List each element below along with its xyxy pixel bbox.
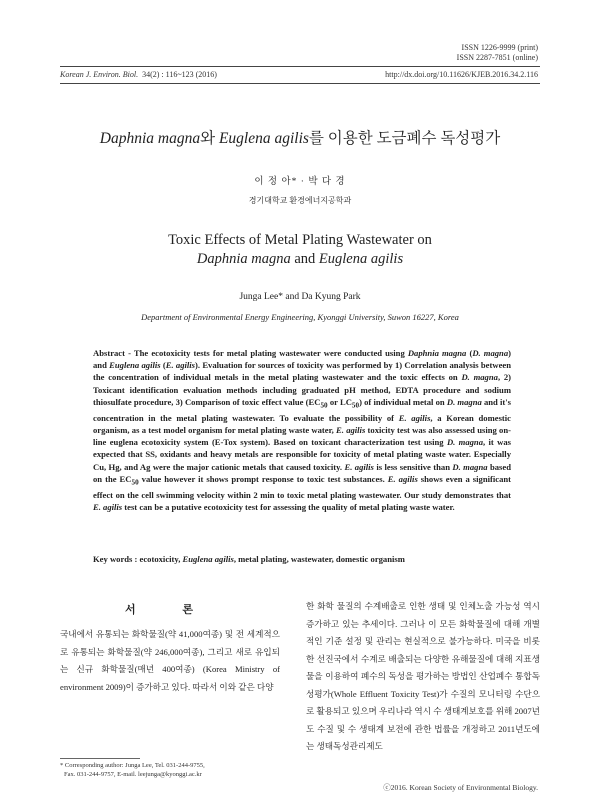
- abstract-text: ). Evaluation for sources of toxicity was performed by 1) Correlation analysis between the concentration of individual metals in the metal plating wastewater and the toxic effects on: [93, 360, 511, 383]
- abstract-text: based on the EC: [93, 461, 511, 484]
- abstract-text: , it was expected that SS, oxidants and heavy metals are responsible for toxicity of metal plating waste water. Especially Cu, Hg, and Ag were the major cationic metals that caused toxicity.: [93, 437, 511, 472]
- abstract-subscript: 50: [351, 401, 360, 410]
- footnote-corresponding-author: [60, 762, 290, 779]
- title-en-line1: Toxic Effects of Metal Plating Wastewater on: [168, 232, 432, 248]
- affiliation-korean: 경기대학교 환경에너지공학과: [248, 196, 352, 205]
- abstract-species: D. magna: [472, 348, 509, 358]
- issn-print: ISSN 1226-9999 (print): [461, 43, 538, 52]
- header-rule-top: [60, 66, 540, 67]
- abstract-species: Euglena agilis: [109, 360, 161, 371]
- abstract-species: D. magna: [452, 461, 488, 472]
- title-en-line2: [0, 250, 600, 269]
- abstract-species: D. magna: [446, 437, 484, 448]
- abstract-species: E. agilis: [344, 461, 374, 472]
- issn-online: ISSN 2287-7851 (online): [456, 53, 538, 62]
- copyright: ⓒ2016. Korean Society of Environmental Biology.: [383, 783, 538, 792]
- abstract-text: , 2) Toxicant identification evaluation methods including graduated pH method, EDTA procedure and sodium thiosulfate procedure, 3) Comparison of toxic effect value (EC: [93, 372, 512, 407]
- footnote-rule: [60, 758, 140, 759]
- doi-link[interactable]: http://dx.doi.org/10.11626/KJEB.2016.34.2.116: [385, 70, 538, 79]
- title-en-and: and: [290, 251, 319, 267]
- abstract-label: Abstract: [93, 348, 125, 358]
- footnote-line2: Fax. 031-244-9757, E-mail. leejunga@kyonggi.ac.kr: [64, 770, 202, 778]
- abstract: [93, 347, 511, 513]
- body-left-column: 국내에서 유통되는 화학물질(약 41,000여종) 및 전 세계적으로 유통되는 화학물질(약 246,000여종), 그리고 새로 유입되는 신규 화학물질(매년 400여종) (Korea Ministry of environment 2009)이 증가하고 있다. 따라서 이와 같은 다양: [60, 629, 280, 692]
- title-en-species2: Euglena agilis: [318, 251, 404, 267]
- abstract-species: E. agilis: [336, 424, 366, 435]
- abstract-text: (: [466, 348, 473, 358]
- keyword-text: ecotoxicity,: [139, 554, 183, 564]
- title-ko-conj: 와: [200, 130, 219, 147]
- keyword-text: , metal plating, wastewater, domestic organism: [233, 554, 405, 564]
- abstract-species: Daphnia magna: [407, 348, 467, 358]
- abstract-text: toxicity test was also assessed using on-line euglena ecotoxicity system (E-Tox system). Based on toxicant characterization test using: [93, 424, 511, 448]
- abstract-text: ) of individual metal on: [359, 396, 447, 407]
- abstract-text: shows even a significant effect on the cell swimming velocity within 2 min to toxic metal plating wastewater. Our study demonstrates that: [93, 473, 512, 500]
- abstract-text: value however it shows prompt response to toxic test substances.: [138, 473, 388, 484]
- abstract-species: E. agilis: [93, 501, 123, 512]
- abstract-species: E. agilis: [398, 412, 431, 423]
- abstract-text: is less sensitive than: [373, 461, 453, 472]
- abstract-species: D. magna: [461, 372, 498, 383]
- title-korean: [0, 126, 600, 148]
- abstract-text: or LC: [327, 396, 352, 407]
- abstract-subscript: 50: [320, 401, 328, 410]
- title-en-species1: Daphnia magna: [196, 251, 291, 267]
- footnote-line1: * Corresponding author: Junga Lee, Tel. 031-244-9755,: [60, 762, 205, 769]
- abstract-subscript: 50: [131, 478, 139, 487]
- abstract-text: (: [160, 360, 166, 371]
- abstract-species: D. magna: [446, 396, 482, 407]
- title-english: [0, 231, 600, 269]
- section-heading-introduction: 서 론: [124, 604, 215, 616]
- abstract-text: test can be a putative ecotoxicity test for assessing the quality of metal plating waste water.: [122, 501, 455, 512]
- keywords-label: Key words :: [93, 554, 140, 564]
- title-ko-species1: Daphnia magna: [99, 130, 201, 147]
- authors-english: Junga Lee* and Da Kyung Park: [239, 292, 361, 302]
- abstract-text: , a Korean domestic organism, as a test model organism for metal plating waste water,: [93, 412, 511, 435]
- authors-korean: 이 정 아* · 박 다 경: [254, 177, 346, 187]
- abstract-dash: -: [124, 348, 134, 358]
- abstract-species: E. agilis: [387, 473, 418, 484]
- header-rule-bottom: [60, 83, 540, 84]
- affiliation-english: Department of Environmental Energy Engineering, Kyonggi University, Suwon 16227, Korea: [141, 312, 459, 322]
- journal-reference: [60, 70, 217, 79]
- keyword-species: Euglena agilis: [182, 554, 234, 564]
- volume-pages: 34(2) : 116~123 (2016): [142, 70, 217, 79]
- title-ko-species2: Euglena agilis: [218, 130, 309, 147]
- keywords: [93, 554, 511, 564]
- abstract-text: and it's concentration in the metal plating wastewater. To evaluate the possibility of: [93, 396, 512, 423]
- abstract-text: The ecotoxicity tests for metal plating wastewater were conducted using: [133, 348, 408, 358]
- body-right-column: 한 화학 물질의 수계배출로 인한 생태 및 인체노출 가능성 역시 증가하고 있는 추세이다. 그러나 이 모든 화학물질에 대해 개별적인 기준 설정 및 관리는 현실적으로 불가능하다. 미국을 비롯한 선진국에서 수계로 배출되는 다양한 유해물질에 대해 지표생물을 이용하여 폐수의 독성을 평가하는 방법인 산업폐수 통합독성평가(Whole Effluent Toxicity Test)가 수질의 모니터링 수단으로 활용되고 있으며 우리나라 역시 수 생태계보호를 위해 2007년도 수질 및 수 생태계 보전에 관한 법률을 개정하고 2011년도에는 생태독성관리제도: [306, 601, 540, 751]
- title-ko-rest: 를 이용한 도금폐수 독성평가: [308, 130, 501, 147]
- abstract-species: E. agilis: [165, 360, 196, 371]
- abstract-text: ) and: [93, 348, 511, 371]
- journal-name: Korean J. Environ. Biol.: [60, 70, 139, 79]
